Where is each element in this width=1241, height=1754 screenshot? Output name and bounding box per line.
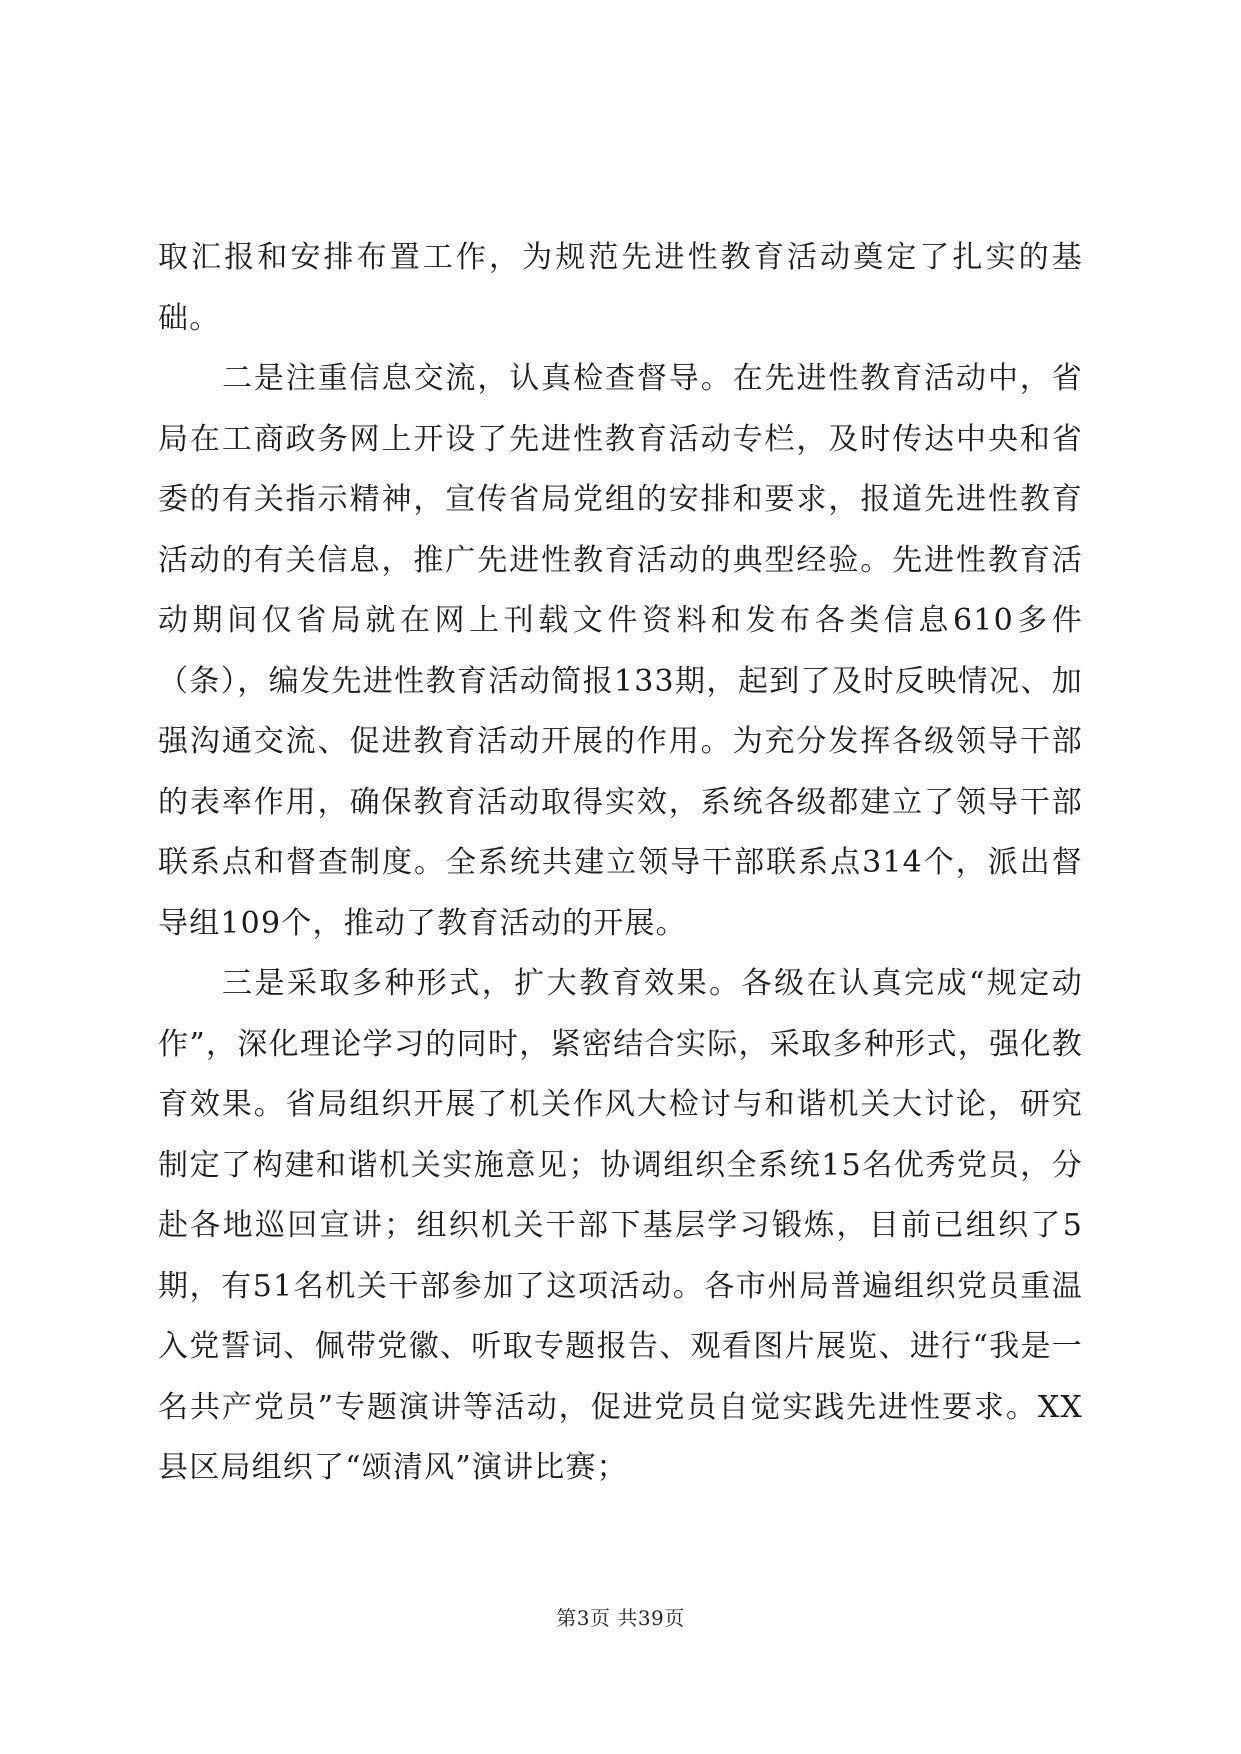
paragraph-continuation: 取汇报和安排布置工作，为规范先进性教育活动奠定了扎实的基础。 [158,240,1083,336]
page-footer: 第3页 共39页 [556,1606,685,1630]
document-body [158,228,1083,1499]
paragraph-multiple-forms: 三是采取多种形式，扩大教育效果。各级在认真完成“规定动作”，深化理论学习的同时，紧密结合实际，采取多种形式，强化教育效果。省局组织开展了机关作风大检讨与和谐机关大讨论，研究制定了构建和谐机关实施意见；协调组织全系统15名优秀党员，分赴各地巡回宣讲；组织机关干部下基层学习锻炼，目前已组织了5期，有51名机关干部参加了这项活动。各市州局普遍组织党员重温入党誓词、佩带党徽、听取专题报告、观看图片展览、进行“我是一名共产党员”专题演讲等活动，促进党员自觉实践先进性要求。XX县区局组织了“颂清风”演讲比赛； [158,966,1083,1485]
paragraph-info-exchange: 二是注重信息交流，认真检查督导。在先进性教育活动中，省局在工商政务网上开设了先进性教育活动专栏，及时传达中央和省委的有关指示精神，宣传省局党组的安排和要求，报道先进性教育活动的有关信息，推广先进性教育活动的典型经验。先进性教育活动期间仅省局就在网上刊载文件资料和发布各类信息610多件（条），编发先进性教育活动简报133期，起到了及时反映情况、加强沟通交流、促进教育活动开展的作用。为充分发挥各级领导干部的表率作用，确保教育活动取得实效，系统各级都建立了领导干部联系点和督查制度。全系统共建立领导干部联系点314个，派出督导组109个，推动了教育活动的开展。 [158,361,1083,941]
